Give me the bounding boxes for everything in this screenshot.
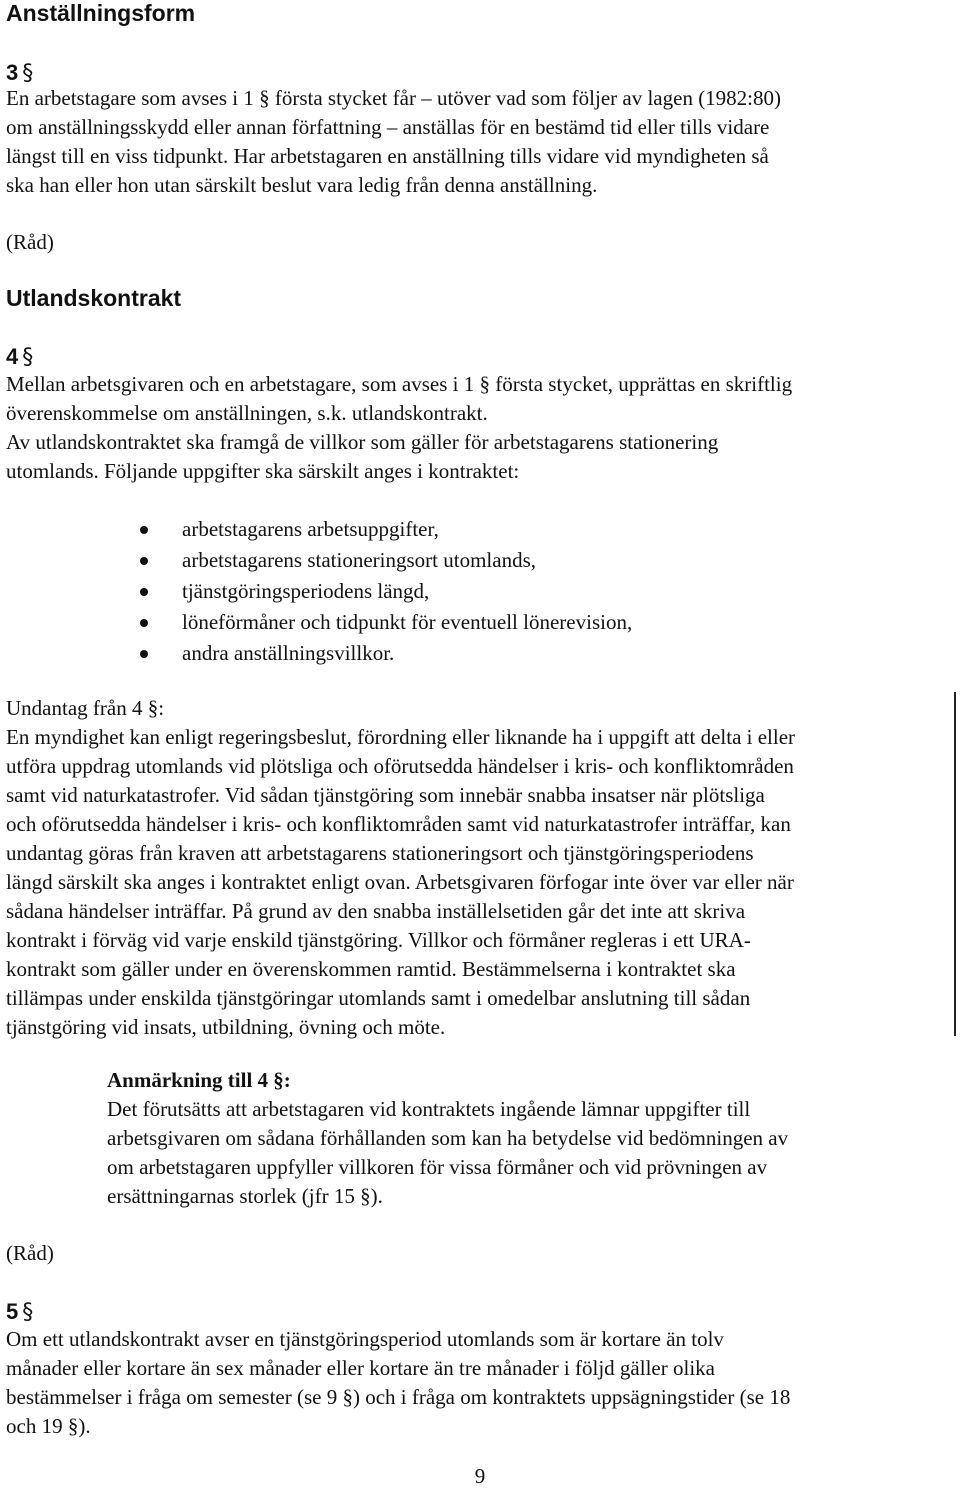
list-item: tjänstgöringsperiodens längd, xyxy=(140,576,632,607)
text-line: undantag göras från kraven att arbetstagarens stationeringsort och tjänstgöringsperiodens xyxy=(6,841,754,865)
section-heading-anstallningsform: Anställningsform xyxy=(6,0,196,26)
text-line: En myndighet kan enligt regeringsbeslut, förordning eller liknande ha i uppgift att delta i eller xyxy=(6,725,796,749)
section-symbol: § xyxy=(22,345,34,370)
text-line: bestämmelser i fråga om semester (se 9 §) och i fråga om kontraktets uppsägningstider (se 18 xyxy=(6,1385,791,1409)
text-line: ersättningarnas storlek (jfr 15 §). xyxy=(107,1184,383,1208)
text-line: och oförutsedda händelser i kris- och konfliktområden samt vid naturkatastrofer inträffar, kan xyxy=(6,812,791,836)
paragraph-number: 5 xyxy=(6,1299,19,1324)
list-item: arbetstagarens stationeringsort utomlands, xyxy=(140,545,632,576)
paragraph-4-text xyxy=(6,370,792,486)
text-line: Det förutsätts att arbetstagaren vid kontraktets ingående lämnar uppgifter till xyxy=(107,1097,751,1121)
text-line: tillämpas under enskilda tjänstgöringar utomlands samt i omedelbar anslutning till sådan xyxy=(6,986,751,1010)
text-line: och 19 §). xyxy=(6,1414,91,1438)
text-line: ska han eller hon utan särskilt beslut vara ledig från denna anställning. xyxy=(6,173,598,197)
text-line: sådana händelser inträffar. På grund av den snabba inställelsetiden går det inte att skriva xyxy=(6,899,746,923)
text-line: arbetsgivaren om sådana förhållanden som kan ha betydelse vid bedömningen av xyxy=(107,1126,789,1150)
text-line: om anställningsskydd eller annan författning – anställas för en bestämd tid eller tills vidare xyxy=(6,115,770,139)
text-line: utomlands. Följande uppgifter ska särskilt anges i kontraktet: xyxy=(6,459,520,483)
anmarkning-title: Anmärkning till 4 §: xyxy=(107,1068,291,1092)
anmarkning-block xyxy=(107,1066,788,1211)
undantag-block xyxy=(6,694,795,1042)
change-bar xyxy=(954,692,956,1036)
paragraph-3-text xyxy=(6,84,781,200)
text-line: En arbetstagare som avses i 1 § första stycket får – utöver vad som följer av lagen (1982:80) xyxy=(6,86,782,110)
text-line: månader eller kortare än sex månader eller kortare än tre månader i följd gäller olika xyxy=(6,1356,715,1380)
text-line: samt vid naturkatastrofer. Vid sådan tjänstgöring som innebär snabba insatser när plötsliga xyxy=(6,783,765,807)
rad-marker: (Råd) xyxy=(6,1241,54,1265)
undantag-title: Undantag från 4 §: xyxy=(6,696,165,720)
text-line: Om ett utlandskontrakt avser en tjänstgöringsperiod utomlands som är kortare än tolv xyxy=(6,1327,724,1351)
paragraph-3-heading xyxy=(6,60,33,86)
text-line: överenskommelse om anställningen, s.k. utlandskontrakt. xyxy=(6,401,488,425)
paragraph-4-heading xyxy=(6,344,33,370)
text-line: kontrakt som gäller under en överenskommen ramtid. Bestämmelserna i kontraktet ska xyxy=(6,957,736,981)
text-line: utföra uppdrag utomlands vid plötsliga och oförutsedda händelser i kris- och konfliktområden xyxy=(6,754,794,778)
text-line: Mellan arbetsgivaren och en arbetstagare, som avses i 1 § första stycket, upprättas en skriftlig xyxy=(6,372,793,396)
paragraph-number: 3 xyxy=(6,60,19,85)
text-line: längd särskilt ska anges i kontraktet enligt ovan. Arbetsgivaren förfogar inte över var eller när xyxy=(6,870,794,894)
section-symbol: § xyxy=(22,61,34,86)
section-symbol: § xyxy=(22,1300,34,1325)
text-line: längst till en viss tidpunkt. Har arbetstagaren en anställning tills vidare vid myndigheten så xyxy=(6,144,769,168)
list-item: arbetstagarens arbetsuppgifter, xyxy=(140,514,632,545)
list-item: andra anställningsvillkor. xyxy=(140,638,632,669)
paragraph-number: 4 xyxy=(6,344,19,369)
text-line: tjänstgöring vid insats, utbildning, övning och möte. xyxy=(6,1015,446,1039)
section-heading-utlandskontrakt: Utlandskontrakt xyxy=(6,285,182,311)
paragraph-5-text xyxy=(6,1325,790,1441)
contract-requirements-list xyxy=(140,514,632,669)
text-line: om arbetstagaren uppfyller villkoren för vissa förmåner och vid prövningen av xyxy=(107,1155,768,1179)
rad-marker: (Råd) xyxy=(6,230,54,254)
text-line: kontrakt i förväg vid varje enskild tjänstgöring. Villkor och förmåner regleras i ett URA- xyxy=(6,928,751,952)
paragraph-5-heading xyxy=(6,1299,33,1325)
text-line: Av utlandskontraktet ska framgå de villkor som gäller för arbetstagarens stationering xyxy=(6,430,719,454)
list-item: löneförmåner och tidpunkt för eventuell lönerevision, xyxy=(140,607,632,638)
page-number: 9 xyxy=(474,1464,486,1488)
